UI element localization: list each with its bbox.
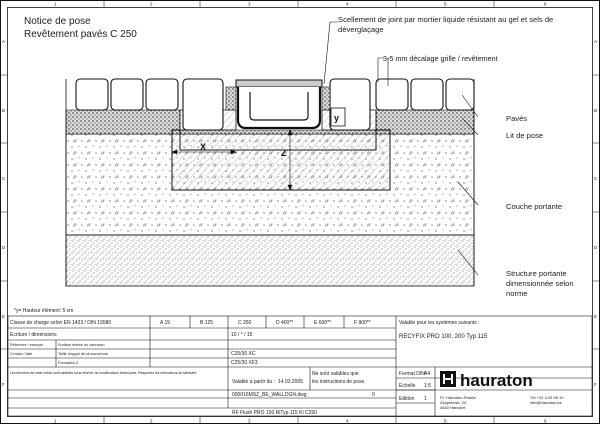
grid-col-label: 1 <box>54 1 57 7</box>
dimension-z-label: Z <box>281 148 287 158</box>
brand-address-1: Pr. Hauraton-Straße <box>440 395 476 400</box>
class-c250: C 250 <box>238 320 252 326</box>
brand-phone: Tél +32 4 25 05 10 <box>530 395 564 400</box>
format-value: A4 <box>424 371 431 377</box>
disclaimer: Les données de cette notice sont valables sous réserve de modifications techniques. Respectez les instructions du fabricant. <box>10 371 198 375</box>
grid-col-label: 2 <box>150 1 153 7</box>
row2-value: 10 / * / 15 <box>231 332 253 338</box>
class-f900: F 900** <box>354 320 371 326</box>
note-line1: Ne sont valables que <box>312 371 359 377</box>
grid-col-label: 4 <box>346 418 349 424</box>
load-class-label: Classe de charge selon EN 1433 / DIN 19580 <box>10 320 112 326</box>
grid-col-label: 2 <box>150 418 153 424</box>
grid-row-label: C <box>594 176 598 181</box>
brand-email: info@hauraton.be <box>530 400 562 405</box>
grid-col-label: 5 <box>444 418 447 424</box>
dimension-y-label: y <box>334 113 340 123</box>
row5-label: Fondation Z <box>58 361 79 365</box>
grid-row-label: B <box>2 108 6 113</box>
grid-col-label: 3 <box>248 1 251 7</box>
class-e600: E 600** <box>314 320 331 326</box>
scale-label: Echelle <box>399 383 416 389</box>
class-b125: B 125 <box>200 320 214 326</box>
grid-row-label: D <box>2 245 6 250</box>
version: 0 <box>372 392 375 398</box>
callout-structure-line3: norme <box>506 289 528 298</box>
valid-from-label: Valable à partir du : <box>232 379 275 385</box>
brand-name: hauraton <box>460 371 533 390</box>
edition-value: 1 <box>424 396 427 402</box>
grid-col-label: 6 <box>544 418 547 424</box>
scale-value: 1:5 <box>424 383 431 389</box>
caption: RF Flush PRO 100 RiTyp 115 Kl C250 <box>232 410 317 416</box>
grid-row-label: E <box>594 314 598 319</box>
valid-systems-value: RECYFIX PRO 100, 200 Typ 115 <box>399 334 488 340</box>
footnote: *y= Hauteur élément: 5 cm <box>14 308 74 314</box>
grid-col-label: 6 <box>544 1 547 7</box>
grid-col-label: 4 <box>346 1 349 7</box>
row3-label: Surface entrée du caniveau <box>58 343 105 347</box>
note-line2: les instructions de pose. <box>312 379 366 385</box>
callout-joint-line2: déverglaçage <box>338 25 384 34</box>
callout-joint-line1: Scellement de joint par mortier liquide résistant au gel et sels de <box>338 15 554 24</box>
contact-label: Contact / date <box>10 352 33 356</box>
foundation-haunch <box>180 130 376 150</box>
callout-lit-de-pose: Lit de pose <box>506 131 544 140</box>
channel-grating <box>236 80 322 87</box>
channel-drain <box>226 80 330 128</box>
grid-row-label: C <box>2 176 6 181</box>
valid-systems-label: Valable pour les systèmes suivants : <box>399 320 480 326</box>
grid-row-label: A <box>594 39 598 44</box>
grid-row-label: A <box>2 39 6 44</box>
grid-row-label: B <box>594 108 598 113</box>
callout-structure-line1: Structure portante <box>506 269 567 278</box>
filename: 000016MSZ_BE_WALLDGN.dwg <box>232 392 307 398</box>
callout-offset: 3-5 mm décalage grille / revêtement <box>383 54 498 63</box>
valid-from-value: 14.03.2005 <box>278 379 304 385</box>
drawing-title: Notice de pose <box>24 16 91 27</box>
format-label: Format DIN <box>399 371 425 377</box>
brand-address-2: Zeppelinstr. 24 <box>440 400 467 405</box>
brand-address-3: 4840 Harsdorf <box>440 405 466 410</box>
drawing-subtitle: Revêtement pavés C 250 <box>24 29 137 40</box>
grid-row-label: D <box>594 245 598 250</box>
grid-col-label: 3 <box>248 418 251 424</box>
grid-row-label: F <box>2 382 5 387</box>
ref-label: Référence / exemple <box>10 343 44 347</box>
grid-col-label: 5 <box>444 1 447 7</box>
class-d400: D 400** <box>276 320 294 326</box>
grid-row-label: E <box>2 314 6 319</box>
title-block <box>8 316 592 416</box>
hauraton-logo <box>440 371 456 387</box>
mortar-joint-right <box>322 87 330 110</box>
class-a15: A 15 <box>160 320 171 326</box>
row4-label: Taille d'appui de la couverture <box>58 352 109 356</box>
callout-couche-portante: Couche portante <box>506 202 563 211</box>
grid-col-label: 1 <box>54 418 57 424</box>
row5-value: C25/30 XF3 <box>231 360 258 366</box>
callout-structure-line2: dimensionnée selon <box>506 279 574 288</box>
dimension-x-label: X <box>200 142 207 152</box>
edition-label: Edition <box>399 396 415 402</box>
mortar-joint-left <box>226 87 236 110</box>
callout-paves: Pavés <box>506 114 528 123</box>
row4-value: C25/30 XC <box>231 351 256 357</box>
grid-row-label: F <box>594 382 597 387</box>
base-structure-layer <box>66 235 474 286</box>
row2-label: Ecriture / dimensions <box>10 332 57 338</box>
